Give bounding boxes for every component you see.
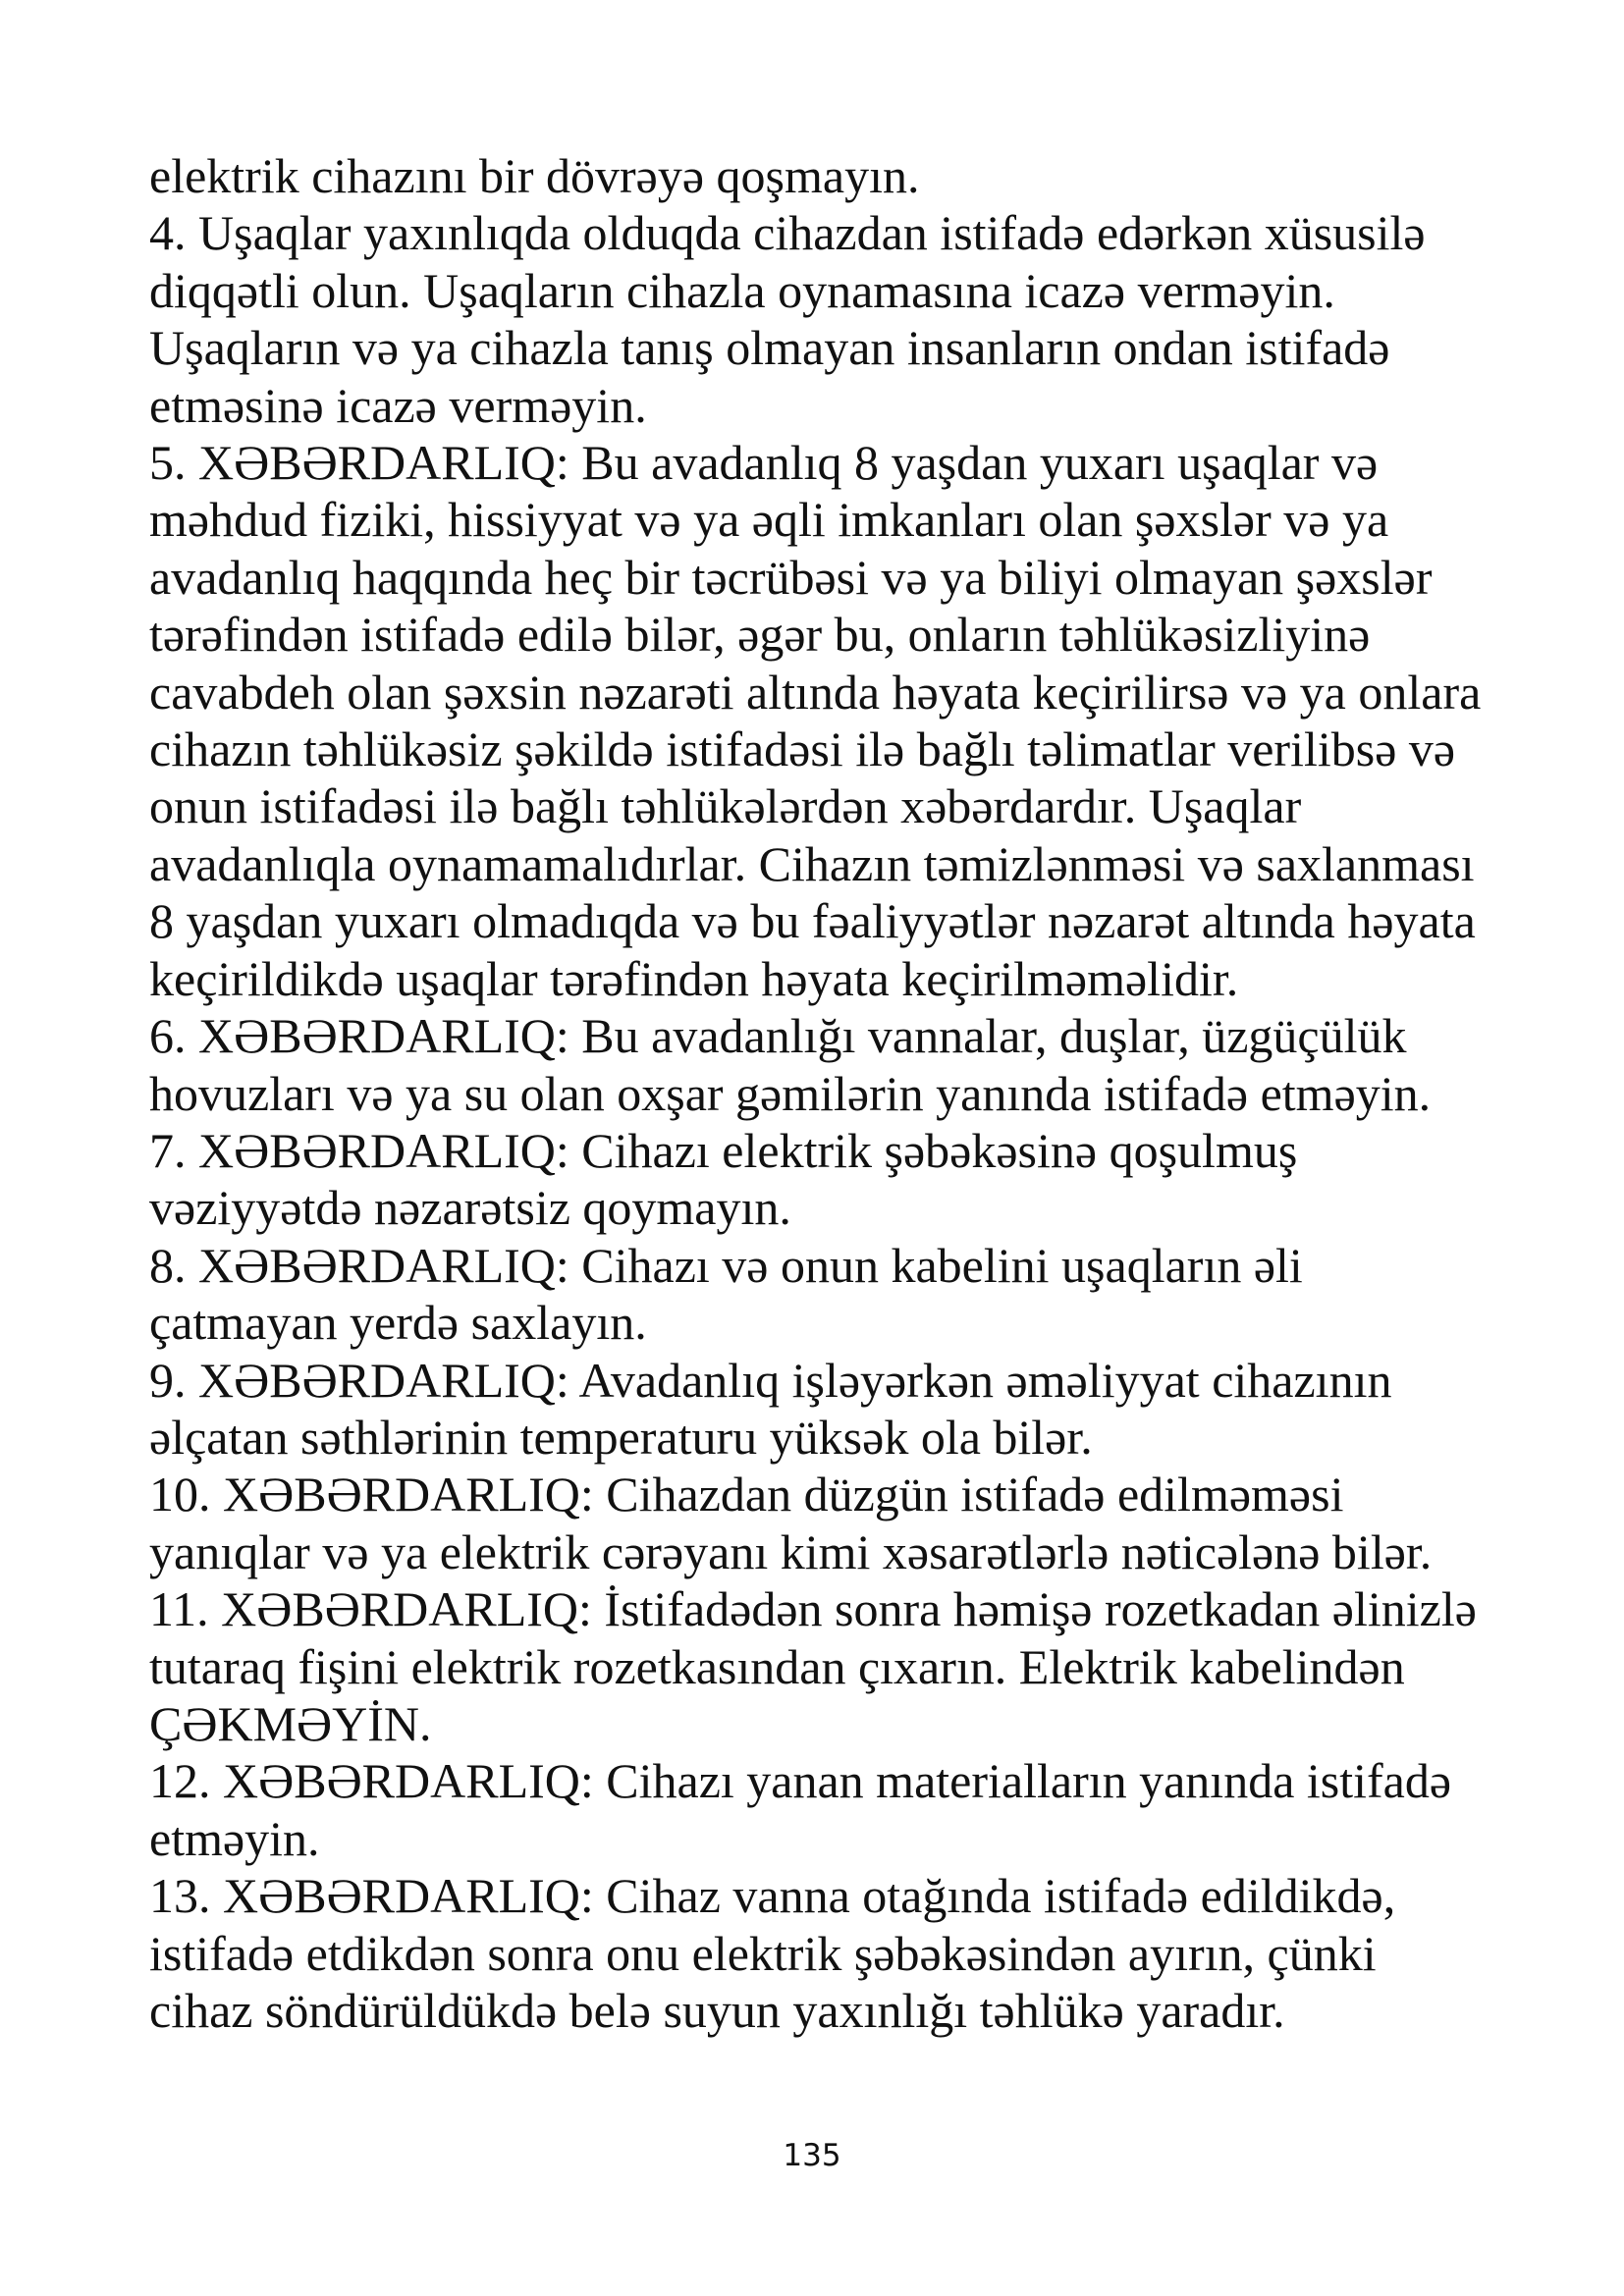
text-line: hovuzları və ya su olan oxşar gəmilərin yanında istifadə etməyin. <box>149 1065 1432 1121</box>
text-line: 11. XƏBƏRDARLIQ: İstifadədən sonra həmişə rozetkadan əlinizlə <box>149 1581 1477 1637</box>
text-line: əlçatan səthlərinin temperaturu yüksək ola bilər. <box>149 1409 1093 1465</box>
text-line: məhdud fiziki, hissiyyat və ya əqli imkanları olan şəxslər və ya <box>149 492 1389 548</box>
text-line: cihazın təhlükəsiz şəkildə istifadəsi ilə bağlı təlimatlar verilibsə və <box>149 721 1456 777</box>
document-body <box>149 147 1524 2039</box>
text-line: tutaraq fişini elektrik rozetkasından çıxarın. Elektrik kabelindən <box>149 1638 1405 1694</box>
text-line: etməsinə icazə verməyin. <box>149 377 647 433</box>
text-line: yanıqlar və ya elektrik cərəyanı kimi xəsarətlərlə nəticələnə bilər. <box>149 1523 1433 1579</box>
text-line: 5. XƏBƏRDARLIQ: Bu avadanlıq 8 yaşdan yuxarı uşaqlar və <box>149 435 1379 491</box>
text-line: keçirildikdə uşaqlar tərəfindən həyata keçirilməməlidir. <box>149 950 1239 1006</box>
text-line: avadanlıqla oynamamalıdırlar. Cihazın təmizlənməsi və saxlanması <box>149 835 1475 891</box>
text-line: 10. XƏBƏRDARLIQ: Cihazdan düzgün istifadə edilməməsi <box>149 1467 1344 1522</box>
text-line: 7. XƏBƏRDARLIQ: Cihazı elektrik şəbəkəsinə qoşulmuş <box>149 1122 1298 1178</box>
text-line: etməyin. <box>149 1810 320 1866</box>
text-line: tərəfindən istifadə edilə bilər, əgər bu, onların təhlükəsizliyinə <box>149 607 1371 663</box>
text-line: Uşaqların və ya cihazla tanış olmayan insanların ondan istifadə <box>149 320 1390 376</box>
text-line: avadanlıq haqqında heç bir təcrübəsi və ya biliyi olmayan şəxslər <box>149 549 1433 605</box>
text-line: 8 yaşdan yuxarı olmadıqda və bu fəaliyyətlər nəzarət altında həyata <box>149 893 1476 949</box>
text-line: 6. XƏBƏRDARLIQ: Bu avadanlığı vannalar, duşlar, üzgüçülük <box>149 1008 1407 1064</box>
text-line: cihaz söndürüldükdə belə suyun yaxınlığı təhlükə yaradır. <box>149 1983 1285 2038</box>
text-line: 12. XƏBƏRDARLIQ: Cihazı yanan materialların yanında istifadə <box>149 1753 1452 1809</box>
text-line: cavabdeh olan şəxsin nəzarəti altında həyata keçirilirsə və ya onlara <box>149 664 1482 720</box>
text-line: diqqətli olun. Uşaqların cihazla oynamasına icazə verməyin. <box>149 262 1335 318</box>
text-line: 9. XƏBƏRDARLIQ: Avadanlıq işləyərkən əməliyyat cihazının <box>149 1352 1392 1408</box>
text-line: 4. Uşaqlar yaxınlıqda olduqda cihazdan istifadə edərkən xüsusilə <box>149 205 1426 261</box>
text-line: istifadə etdikdən sonra onu elektrik şəbəkəsindən ayırın, çünki <box>149 1925 1377 1981</box>
page-number: 135 <box>783 2138 841 2173</box>
text-line: onun istifadəsi ilə bağlı təhlükələrdən xəbərdardır. Uşaqlar <box>149 778 1302 834</box>
text-line: 13. XƏBƏRDARLIQ: Cihaz vanna otağında istifadə edildikdə, <box>149 1868 1396 1924</box>
text-line: ÇƏKMƏYİN. <box>149 1695 432 1751</box>
text-line: 8. XƏBƏRDARLIQ: Cihazı və onun kabelini uşaqların əli <box>149 1237 1303 1293</box>
text-line: çatmayan yerdə saxlayın. <box>149 1295 647 1351</box>
text-line: elektrik cihazını bir dövrəyə qoşmayın. <box>149 148 920 203</box>
text-line: vəziyyətdə nəzarətsiz qoymayın. <box>149 1180 791 1236</box>
